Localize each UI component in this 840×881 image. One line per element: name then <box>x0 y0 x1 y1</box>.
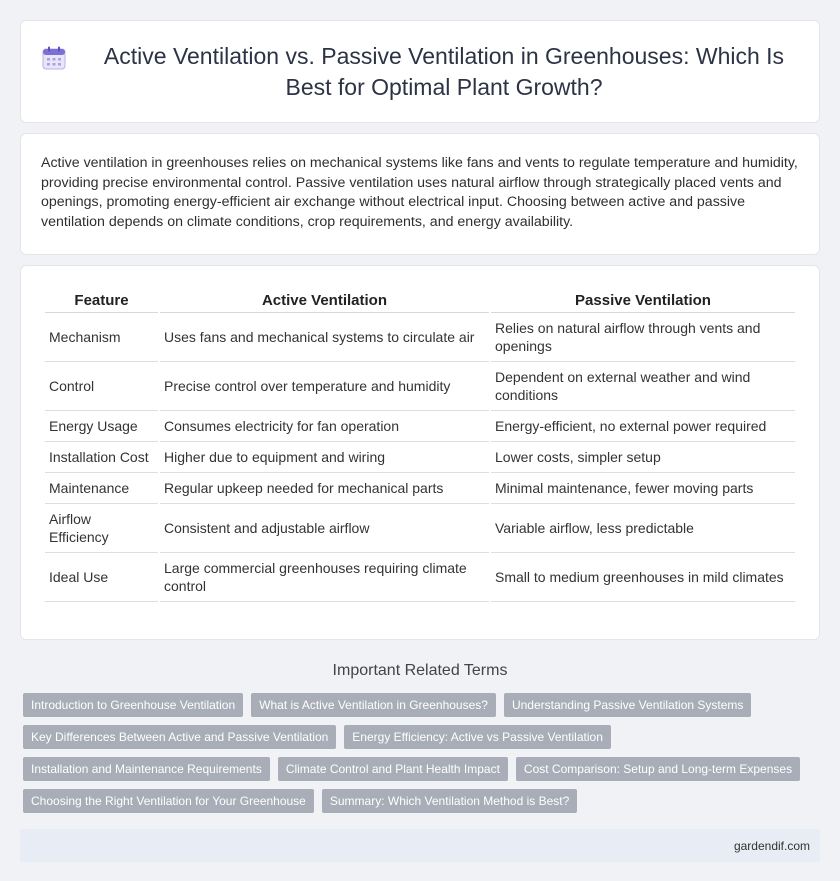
table-row <box>45 504 795 553</box>
active-cell: Higher due to equipment and wiring <box>160 442 489 473</box>
term-tag-link[interactable]: What is Active Ventilation in Greenhouses? <box>251 693 496 717</box>
intro-paragraph: Active ventilation in greenhouses relies on mechanical systems like fans and vents to regulate temperature and humidity, providing precise environmental control. Passive ventilation uses natural airflow through strategically placed vents and openings, promoting energy-efficient air exchange without electrical input. Choosing between active and passive ventilation depends on climate conditions, crop requirements, and energy availability. <box>41 155 798 230</box>
active-cell: Consumes electricity for fan operation <box>160 411 489 442</box>
term-tag-link[interactable]: Energy Efficiency: Active vs Passive Ventilation <box>344 725 611 749</box>
term-tag-link[interactable]: Installation and Maintenance Requirements <box>23 757 270 781</box>
active-cell: Regular upkeep needed for mechanical parts <box>160 473 489 504</box>
feature-cell: Control <box>45 362 158 411</box>
column-header-passive: Passive Ventilation <box>491 284 795 313</box>
term-tag-link[interactable]: Cost Comparison: Setup and Long-term Expenses <box>516 757 800 781</box>
footer-site-name: gardendif.com <box>733 838 810 853</box>
intro-card <box>20 133 820 255</box>
feature-cell: Installation Cost <box>45 442 158 473</box>
active-cell: Large commercial greenhouses requiring climate control <box>160 553 489 602</box>
passive-cell: Lower costs, simpler setup <box>491 442 795 473</box>
passive-cell: Relies on natural airflow through vents and openings <box>491 313 795 362</box>
calendar-icon <box>41 45 67 71</box>
table-row <box>45 313 795 362</box>
feature-cell: Airflow Efficiency <box>45 504 158 553</box>
table-row <box>45 362 795 411</box>
table-row <box>45 411 795 442</box>
term-tag-link[interactable]: Understanding Passive Ventilation Systems <box>504 693 751 717</box>
column-header-feature: Feature <box>45 284 158 313</box>
active-cell: Precise control over temperature and humidity <box>160 362 489 411</box>
header <box>41 41 799 103</box>
passive-cell: Minimal maintenance, fewer moving parts <box>491 473 795 504</box>
term-tag-link[interactable]: Summary: Which Ventilation Method is Best? <box>322 789 577 813</box>
comparison-table-card <box>20 265 820 640</box>
comparison-table <box>43 284 797 602</box>
footer <box>20 829 820 862</box>
active-cell: Uses fans and mechanical systems to circulate air <box>160 313 489 362</box>
related-terms-section <box>20 662 820 821</box>
term-tag-link[interactable]: Climate Control and Plant Health Impact <box>278 757 508 781</box>
page-title: Active Ventilation vs. Passive Ventilation in Greenhouses: Which Is Best for Optimal Plant Growth? <box>103 42 785 100</box>
feature-cell: Energy Usage <box>45 411 158 442</box>
term-tag-link[interactable]: Introduction to Greenhouse Ventilation <box>23 693 243 717</box>
column-header-active: Active Ventilation <box>160 284 489 313</box>
related-terms-title: Important Related Terms <box>332 662 508 679</box>
feature-cell: Maintenance <box>45 473 158 504</box>
passive-cell: Small to medium greenhouses in mild climates <box>491 553 795 602</box>
passive-cell: Variable airflow, less predictable <box>491 504 795 553</box>
table-row <box>45 473 795 504</box>
feature-cell: Mechanism <box>45 313 158 362</box>
feature-cell: Ideal Use <box>45 553 158 602</box>
table-header-row <box>45 284 795 313</box>
term-tag-link[interactable]: Key Differences Between Active and Passive Ventilation <box>23 725 336 749</box>
table-row <box>45 553 795 602</box>
table-row <box>45 442 795 473</box>
passive-cell: Dependent on external weather and wind conditions <box>491 362 795 411</box>
passive-cell: Energy-efficient, no external power required <box>491 411 795 442</box>
related-terms-list <box>20 693 820 821</box>
active-cell: Consistent and adjustable airflow <box>160 504 489 553</box>
term-tag-link[interactable]: Choosing the Right Ventilation for Your Greenhouse <box>23 789 314 813</box>
header-card <box>20 20 820 123</box>
